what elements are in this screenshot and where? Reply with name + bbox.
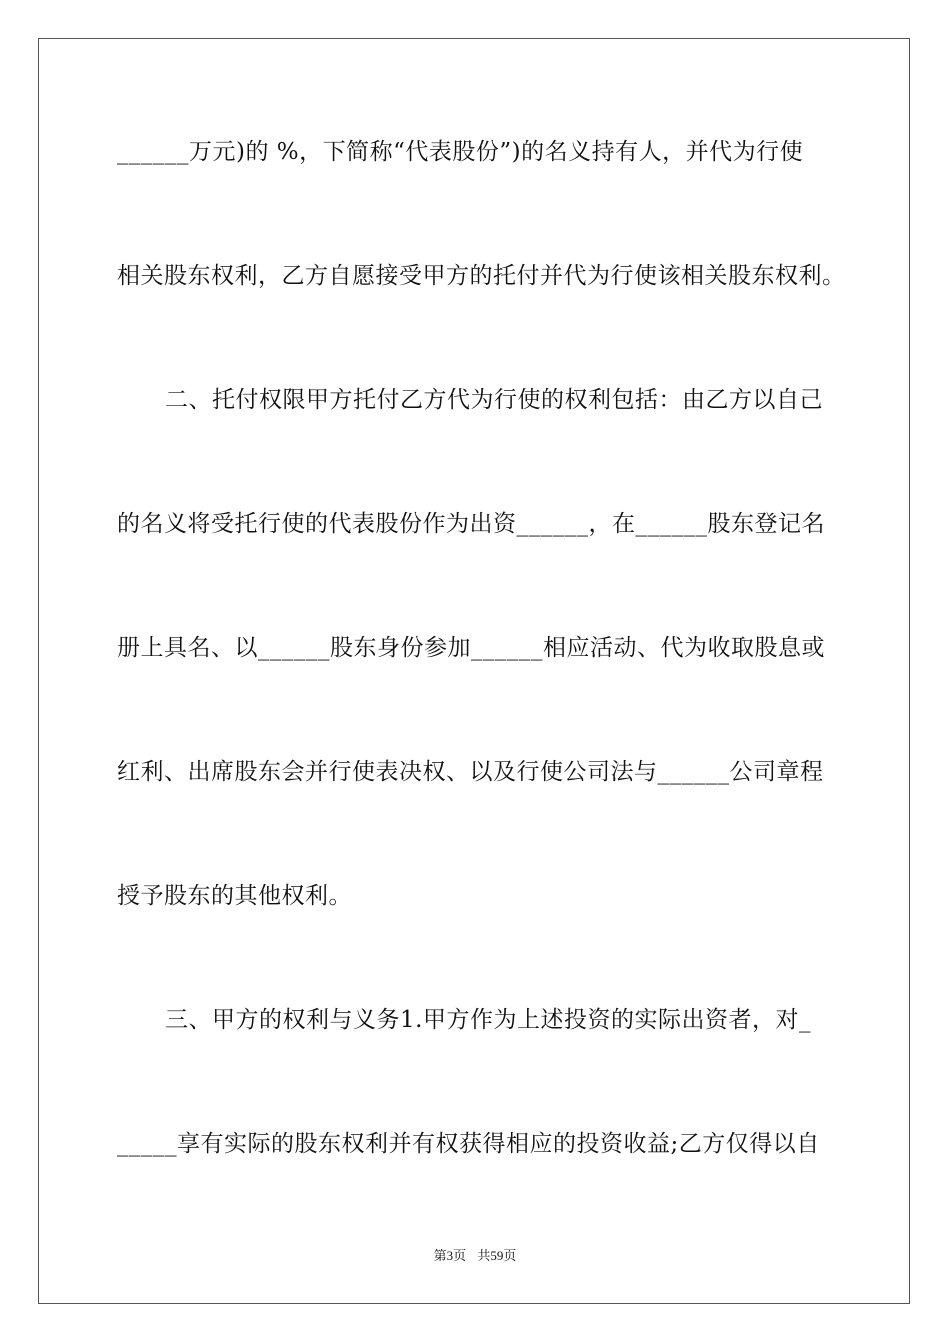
page-footer xyxy=(0,1247,950,1265)
paragraph-line: 册上具名、以______股东身份参加______相应活动、代为收取股息或 xyxy=(117,635,825,661)
paragraph-line: 红利、出席股东会并行使表决权、以及行使公司法与______公司章程 xyxy=(117,759,824,785)
page-number: 第3页 xyxy=(433,1248,467,1263)
section-heading-line: 三、甲方的权利与义务1.甲方作为上述投资的实际出资者，对_ xyxy=(165,1007,811,1033)
paragraph-line: 的名义将受托行使的代表股份作为出资______，在______股东登记名 xyxy=(117,511,825,537)
paragraph-line: _____享有实际的股东权利并有权获得相应的投资收益;乙方仅得以自 xyxy=(117,1131,820,1157)
paragraph-line: ______万元)的 %，下简称“代表股份”)的名义持有人，并代为行使 xyxy=(117,139,804,165)
page-border xyxy=(38,38,910,1304)
paragraph-line: 相关股东权利，乙方自愿接受甲方的托付并代为行使该相关股东权利。 xyxy=(117,263,846,289)
total-pages: 共59页 xyxy=(477,1248,517,1263)
paragraph-line: 授予股东的其他权利。 xyxy=(117,883,352,909)
section-heading-line: 二、托付权限甲方托付乙方代为行使的权利包括：由乙方以自己 xyxy=(165,387,823,413)
